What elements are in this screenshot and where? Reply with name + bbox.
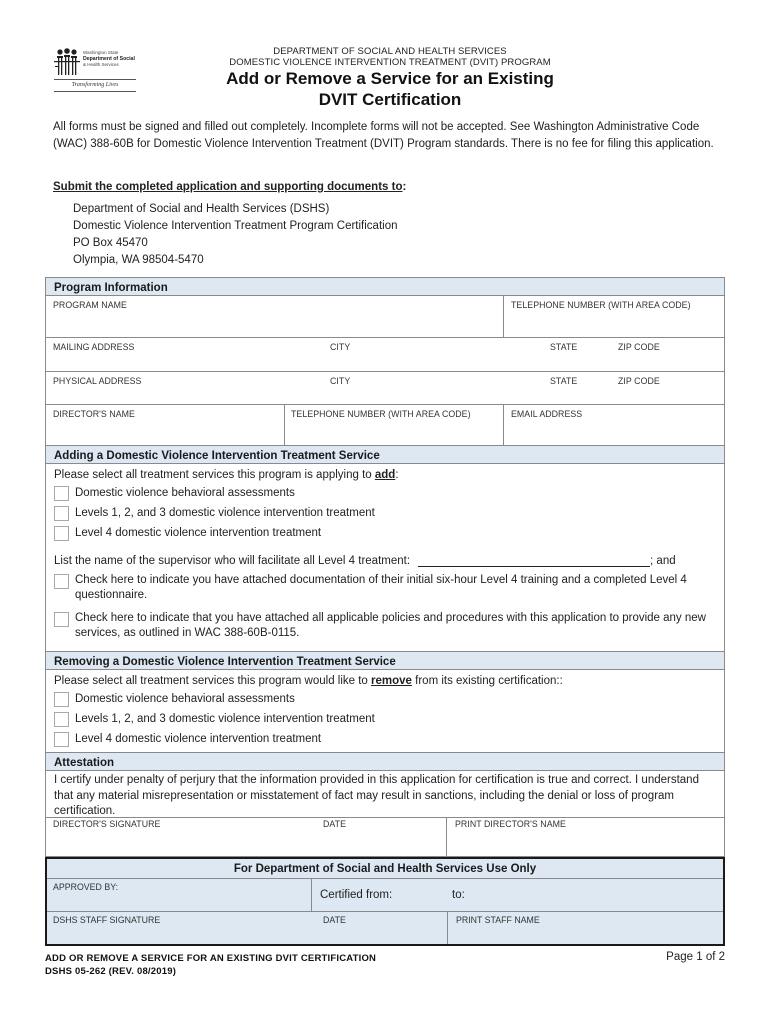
- adding-prompt: Please select all treatment services this program is applying to add:: [54, 469, 399, 481]
- checkbox[interactable]: [54, 486, 69, 501]
- form-row: [46, 405, 724, 446]
- adding-service-section: [46, 464, 724, 652]
- logo-text: Washington State Department of Social & Health Services: [83, 50, 135, 67]
- form-row: [46, 372, 724, 405]
- supervisor-line: List the name of the supervisor who will facilitate all Level 4 treatment: ; and: [54, 555, 676, 567]
- form-row: [46, 818, 724, 856]
- mailing-state-field: STATE: [550, 342, 578, 352]
- director-date-field: DATE: [323, 819, 347, 829]
- print-staff-name-field[interactable]: PRINT STAFF NAME: [447, 912, 723, 944]
- telephone-field[interactable]: TELEPHONE NUMBER (WITH AREA CODE): [503, 296, 724, 337]
- address-line: Domestic Violence Intervention Treatment Program Certification: [73, 220, 398, 232]
- director-telephone-field[interactable]: TELEPHONE NUMBER (WITH AREA CODE): [284, 405, 503, 445]
- footer-form-title: ADD OR REMOVE A SERVICE FOR AN EXISTING DVIT CERTIFICATION: [45, 953, 377, 964]
- mailing-city-field: CITY: [330, 342, 351, 352]
- program-name: DOMESTIC VIOLENCE INTERVENTION TREATMENT (DVIT) PROGRAM: [229, 57, 551, 68]
- staff-date-field: DATE: [323, 915, 346, 925]
- address-line: PO Box 45470: [73, 237, 148, 249]
- page-title: Add or Remove a Service for an Existing: [226, 69, 554, 88]
- form-row: [46, 338, 724, 372]
- supervisor-name-input[interactable]: [418, 554, 650, 567]
- directors-name-field[interactable]: DIRECTOR'S NAME: [53, 409, 135, 419]
- dshs-use-only-box: [45, 857, 725, 946]
- dshs-staff-signature-field[interactable]: DSHS STAFF SIGNATURE DATE: [53, 915, 346, 925]
- add-option-behavioral-assessments[interactable]: Domestic violence behavioral assessments: [54, 483, 716, 503]
- address-line: Department of Social and Health Services (DSHS): [73, 203, 330, 215]
- page-title-line2: DVIT Certification: [318, 90, 462, 109]
- add-option-level-4[interactable]: Level 4 domestic violence intervention treatment: [54, 523, 716, 543]
- physical-zip-field: ZIP CODE: [618, 376, 660, 386]
- checkbox[interactable]: [54, 692, 69, 707]
- physical-address-fields[interactable]: PHYSICAL ADDRESS CITY STATE ZIP CODE: [53, 376, 660, 386]
- email-field[interactable]: EMAIL ADDRESS: [503, 405, 724, 445]
- form-row: [46, 296, 724, 338]
- remove-option-level-4[interactable]: Level 4 domestic violence intervention treatment: [54, 729, 716, 749]
- remove-option-behavioral-assessments[interactable]: Domestic violence behavioral assessments: [54, 689, 716, 709]
- family-figures-icon: [54, 48, 80, 76]
- certified-to-field[interactable]: to:: [452, 889, 465, 901]
- logo-tagline: Transforming Lives: [71, 82, 119, 88]
- certified-from-field[interactable]: Certified from:: [320, 889, 393, 901]
- form-row: [47, 879, 723, 912]
- section-header-attestation: Attestation: [46, 753, 724, 771]
- program-name-field[interactable]: PROGRAM NAME: [53, 300, 127, 310]
- checkbox[interactable]: [54, 574, 69, 589]
- add-option-levels-1-2-3[interactable]: Levels 1, 2, and 3 domestic violence intervention treatment: [54, 503, 716, 523]
- form-footer: [45, 953, 376, 978]
- confirm-level4-training[interactable]: Check here to indicate you have attached documentation of their initial six-hour Level 4 training and a completed Level 4 questionnaire.: [54, 573, 716, 603]
- remove-option-levels-1-2-3[interactable]: Levels 1, 2, and 3 domestic violence intervention treatment: [54, 709, 716, 729]
- directors-signature-field[interactable]: DIRECTOR'S SIGNATURE DATE: [53, 819, 347, 829]
- logo-divider: [54, 91, 136, 92]
- confirm-policies-attached[interactable]: Check here to indicate that you have attached all applicable policies and procedures with this application to provide any new services, as outlined in WAC 388-60B-0115.: [54, 611, 716, 641]
- section-header-program-information: Program Information: [46, 278, 724, 296]
- section-header-adding-service: Adding a Domestic Violence Intervention Treatment Service: [46, 446, 724, 464]
- mailing-address-fields[interactable]: MAILING ADDRESS CITY STATE ZIP CODE: [53, 342, 660, 352]
- page-indicator: Page 1 of 2: [666, 951, 725, 963]
- print-directors-name-field[interactable]: PRINT DIRECTOR'S NAME: [446, 818, 724, 856]
- form-row: [47, 912, 723, 944]
- certification-period: [311, 879, 723, 911]
- checkbox[interactable]: [54, 712, 69, 727]
- checkbox[interactable]: [54, 506, 69, 521]
- removing-prompt: Please select all treatment services this program would like to remove from its existing certification::: [54, 675, 563, 687]
- dshs-logo: [50, 46, 136, 94]
- checkbox[interactable]: [54, 732, 69, 747]
- mailing-address-block: [73, 201, 398, 269]
- intro-paragraph: All forms must be signed and filled out completely. Incomplete forms will not be accepted. See Washington Administrative Code (WAC) 388-60B for Domestic Violence Intervention Treatment (DVIT) Program standards. There is no fee for filing this application.: [53, 121, 714, 150]
- department-name: DEPARTMENT OF SOCIAL AND HEALTH SERVICES: [273, 46, 507, 57]
- footer-form-number: DSHS 05-262 (REV. 08/2019): [45, 965, 177, 977]
- physical-state-field: STATE: [550, 376, 578, 386]
- checkbox[interactable]: [54, 612, 69, 627]
- section-header-removing-service: Removing a Domestic Violence Intervention Treatment Service: [46, 652, 724, 670]
- address-line: Olympia, WA 98504-5470: [73, 254, 204, 266]
- removing-service-section: [46, 670, 724, 753]
- checkbox[interactable]: [54, 526, 69, 541]
- application-form: [45, 277, 725, 857]
- document-header: [190, 46, 590, 110]
- submit-heading: Submit the completed application and supporting documents to:: [53, 181, 407, 193]
- approved-by-field[interactable]: APPROVED BY:: [53, 882, 119, 892]
- logo-divider: [54, 79, 136, 80]
- dshs-use-only-heading: For Department of Social and Health Services Use Only: [47, 859, 723, 879]
- mailing-zip-field: ZIP CODE: [618, 342, 660, 352]
- attestation-text: I certify under penalty of perjury that the information provided in this application for certification is true and correct. I understand that any material misrepresentation or misstatement of fact may result in sanctions, including the denial or loss of program certification.: [46, 771, 724, 818]
- physical-city-field: CITY: [330, 376, 351, 386]
